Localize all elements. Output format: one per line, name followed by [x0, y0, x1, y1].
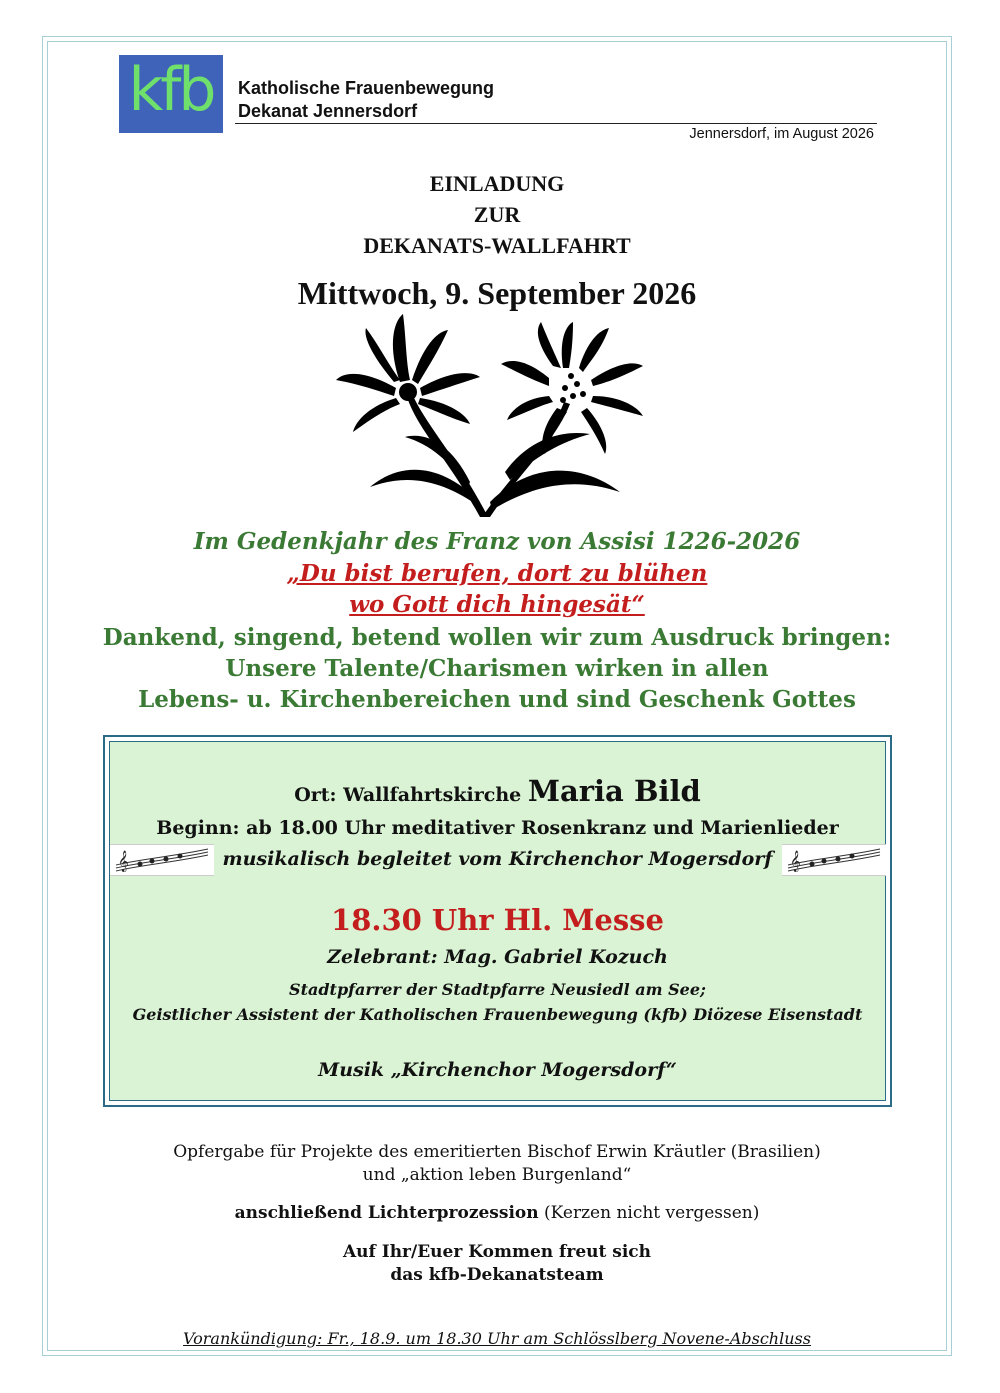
closing-line-2: das kfb-Dekanatsteam — [390, 1265, 604, 1285]
music-credit: Musik „Kirchenchor Mogersdorf“ — [318, 1059, 677, 1081]
announcement: Vorankündigung: Fr., 18.9. um 18.30 Uhr am Schlösslberg Novene-Abschluss — [183, 1329, 811, 1348]
svg-text:𝄞: 𝄞 — [118, 851, 129, 872]
celebrant-role-1: Stadtpfarrer der Stadtpfarre Neusiedl am See; — [289, 980, 706, 999]
motto-text — [0, 622, 994, 715]
procession-bold: anschließend Lichterprozession — [234, 1203, 539, 1223]
org-line-1: Katholische Frauenbewegung — [238, 78, 495, 98]
closing-line-1: Auf Ihr/Euer Kommen freut sich — [342, 1242, 652, 1262]
motto-text-2: Unsere Talente/Charismen wirken in allen — [225, 655, 769, 682]
event-date: Mittwoch, 9. September 2026 — [297, 275, 697, 311]
start-time: Beginn: ab 18.00 Uhr meditativer Rosenkranz und Marienlieder — [156, 817, 839, 839]
location — [109, 774, 886, 808]
procession — [0, 1202, 994, 1225]
offering-line-2: und „aktion leben Burgenland“ — [362, 1165, 632, 1185]
motto-line: Im Gedenkjahr des Franz von Assisi 1226-2026 — [193, 528, 801, 555]
organization-name — [238, 77, 494, 123]
header-rule — [235, 123, 877, 124]
invitation-line-2: ZUR — [473, 202, 521, 227]
svg-text:𝄞: 𝄞 — [790, 851, 801, 872]
org-line-2: Dekanat Jennersdorf — [238, 101, 418, 121]
invitation-heading — [0, 168, 994, 261]
location-label: Ort: Wallfahrtskirche — [294, 784, 522, 806]
closing — [0, 1241, 994, 1287]
location-name: Maria Bild — [527, 774, 701, 808]
daisy-flowers-icon — [330, 312, 670, 522]
music-notes-icon — [782, 844, 886, 876]
invitation-line-1: EINLADUNG — [429, 171, 565, 196]
invitation-line-3: DEKANATS-WALLFAHRT — [363, 233, 631, 258]
dateline: Jennersdorf, im August 2026 — [689, 126, 874, 142]
offering-line-1: Opfergabe für Projekte des emeritierten Bischof Erwin Kräutler (Brasilien) — [173, 1142, 821, 1162]
offering — [0, 1141, 994, 1187]
logo-text: kfb — [128, 55, 214, 125]
motto-quote-1: „Du bist berufen, dort zu blühen — [286, 560, 708, 587]
motto-text-3: Lebens- u. Kirchenbereichen und sind Geschenk Gottes — [138, 686, 856, 713]
kfb-logo — [119, 55, 223, 133]
procession-note: (Kerzen nicht vergessen) — [538, 1203, 760, 1223]
motto-quote-2: wo Gott dich hingesät“ — [349, 591, 645, 618]
celebrant-role-2: Geistlicher Assistent der Katholischen Frauenbewegung (kfb) Diözese Eisenstadt — [132, 1005, 863, 1024]
celebrant: Zelebrant: Mag. Gabriel Kozuch — [327, 946, 668, 968]
motto-text-1: Dankend, singend, betend wollen wir zum Ausdruck bringen: — [102, 624, 892, 651]
music-accompaniment: musikalisch begleitet vom Kirchenchor Mogersdorf — [222, 848, 773, 870]
mass-time: 18.30 Uhr Hl. Messe — [331, 903, 664, 937]
